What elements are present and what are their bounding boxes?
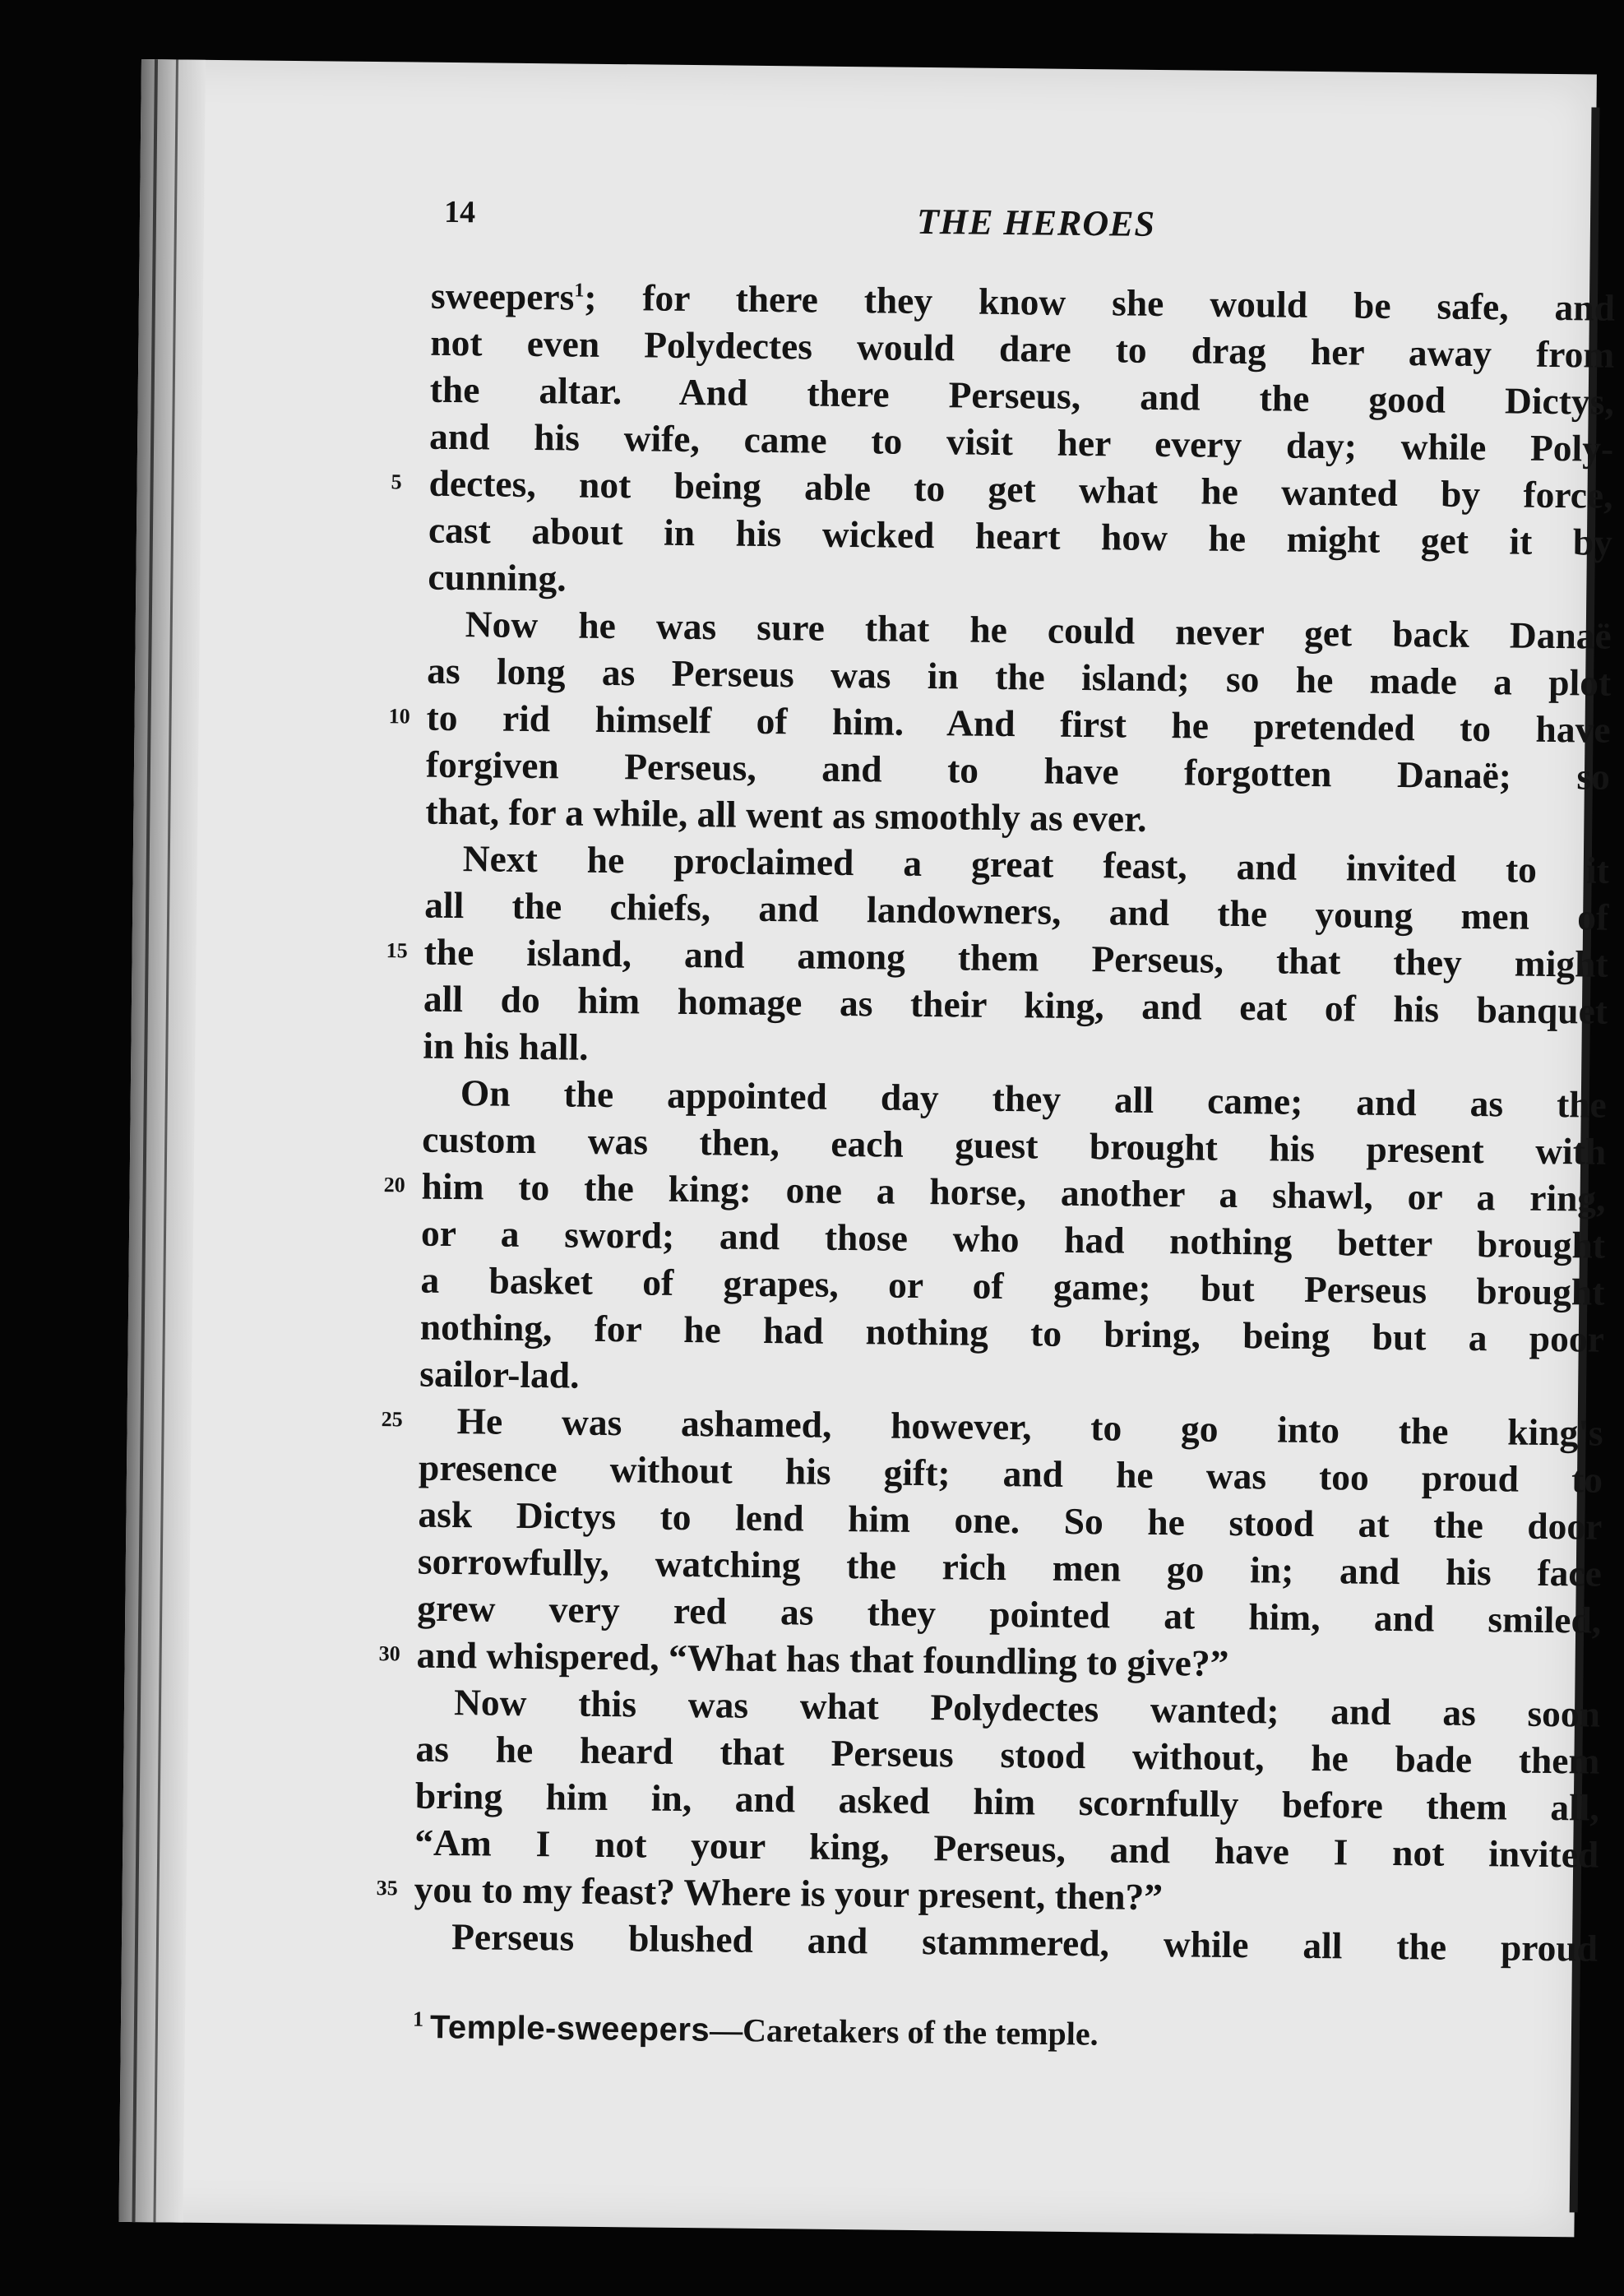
line-number: 20 xyxy=(383,1173,405,1197)
line-text: On the appointed day they all came; and as the xyxy=(460,1072,1608,1126)
line-text: “Am I not your king, Perseus, and have I not invited xyxy=(414,1821,1599,1876)
footnote-reference: 1 xyxy=(574,280,585,302)
line-text: custom was then, each guest brought his present with xyxy=(422,1118,1607,1173)
line-text: presence without his gift; and he was too proud to xyxy=(418,1446,1603,1501)
line-text: the altar. And there Perseus, and the good Dictys, xyxy=(429,368,1615,423)
footnote-text: —Caretakers of the temple. xyxy=(709,2011,1099,2053)
line-text: the island, and among them Perseus, that they might xyxy=(423,930,1608,985)
page-header xyxy=(444,194,1624,264)
line-number: 25 xyxy=(381,1407,403,1432)
line-text: sailor-lad. xyxy=(419,1352,580,1396)
line-text-continued: ; for there they know she would be safe, and xyxy=(584,275,1616,329)
line-text: sweepers xyxy=(430,274,575,318)
line-text: you to my feast? Where is your present, then?” xyxy=(414,1868,1164,1919)
line-text: to rid himself of him. And first he pretended to have xyxy=(426,696,1611,751)
page-number: 14 xyxy=(443,194,476,230)
book-page xyxy=(118,59,1616,2237)
line-text: in his hall. xyxy=(423,1024,589,1068)
line-text: He was ashamed, however, to go into the king's xyxy=(456,1400,1603,1454)
line-number: 30 xyxy=(378,1641,400,1666)
line-text: not even Polydectes would dare to drag her away from xyxy=(430,321,1615,376)
line-number: 15 xyxy=(386,938,408,963)
line-text: or a sword; and those who had nothing better brought xyxy=(420,1211,1606,1266)
footnote xyxy=(413,1999,1598,2060)
line-text: him to the king: one a horse, another a shawl, or a ring, xyxy=(421,1164,1606,1220)
line-text: all the chiefs, and landowners, and the young men of xyxy=(423,883,1609,938)
line-text: ask Dictys to lend him one. So he stood at the door xyxy=(418,1493,1603,1548)
line-text: all do him homage as their king, and eat of his banquet xyxy=(423,977,1608,1032)
footnote-term: Temple-sweepers xyxy=(429,2009,710,2048)
book-binding xyxy=(118,59,206,2223)
line-text: nothing, for he had nothing to bring, being but a poor xyxy=(419,1305,1605,1360)
line-number: 5 xyxy=(391,470,402,494)
line-text: dectes, not being able to get what he wanted by force, xyxy=(428,461,1613,516)
line-text: grew very red as they pointed at him, and smiled, xyxy=(417,1586,1602,1641)
line-text: and whispered, “What has that foundling to give?” xyxy=(416,1633,1229,1684)
body-text xyxy=(376,272,1616,1972)
line-text: as long as Perseus was in the island; so he made a plot xyxy=(426,649,1612,704)
line-text: that, for a while, all went as smoothly as ever. xyxy=(425,789,1147,840)
line-text: Now this was what Polydectes wanted; and as soon xyxy=(453,1681,1601,1735)
line-number: 35 xyxy=(376,1876,398,1900)
line-text: cast about in his wicked heart how he might get it by xyxy=(428,508,1613,563)
line-text: as he heard that Perseus stood without, he bade them xyxy=(415,1727,1600,1782)
line-text: and his wife, came to visit her every day; while Poly- xyxy=(428,414,1614,470)
line-text: cunning. xyxy=(428,555,567,599)
line-text: sorrowfully, watching the rich men go in; and his face xyxy=(417,1539,1603,1595)
line-text: Next he proclaimed a great feast, and invited to it xyxy=(462,837,1610,891)
line-number: 10 xyxy=(388,704,410,729)
running-head: THE HEROES xyxy=(916,201,1156,244)
line-text: forgiven Perseus, and to have forgotten Danaë; so xyxy=(425,743,1611,798)
line-text: Now he was sure that he could never get back Danaë xyxy=(465,603,1612,657)
line-text: Perseus blushed and stammered, while all the proud xyxy=(451,1915,1599,1970)
line-text: bring him in, and asked him scornfully before them all, xyxy=(414,1774,1600,1829)
footnote-mark: 1 xyxy=(412,2007,424,2031)
line-text: a basket of grapes, or of game; but Perseus brought xyxy=(420,1258,1605,1313)
